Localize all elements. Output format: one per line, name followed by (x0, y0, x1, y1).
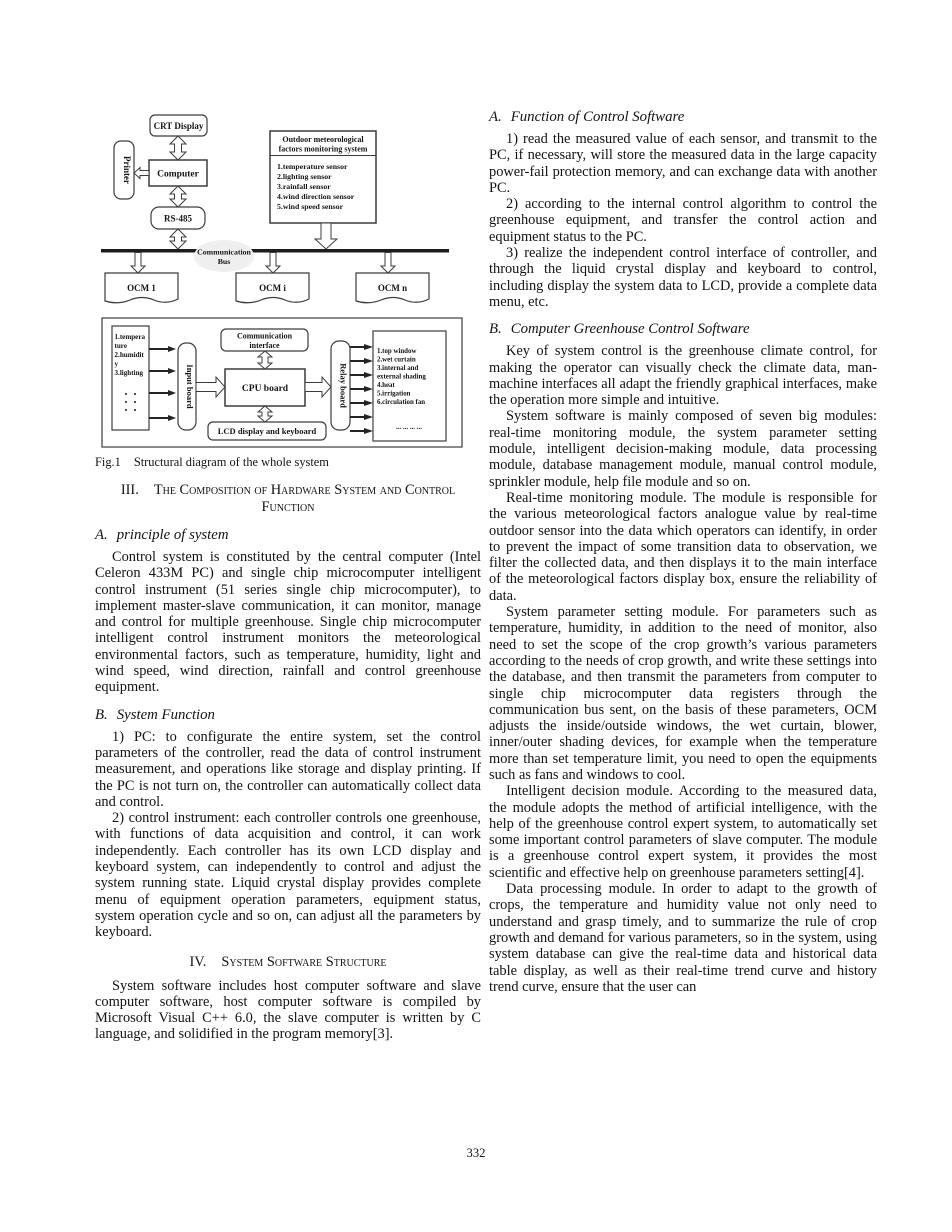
ocm1-label: OCM 1 (127, 283, 156, 293)
paragraph: Intelligent decision module. According to the measured data, the module adopts the method of artificial intelligence, with the help of the greenhouse control expert system, to automatically set some important control parameters of slave computer. The module is a greenhouse control expert system, it provides the most scientific and effective help on greenhouse parameters setting[4]. (489, 783, 877, 881)
rs485-label: RS-485 (163, 213, 193, 224)
lcd-keyboard-label: LCD display and keyboard (217, 426, 317, 436)
subsection-title: System Function (116, 706, 215, 723)
outdoor-item: 2.lighting sensor (277, 172, 332, 181)
right-column (489, 105, 877, 995)
paragraph: 1) PC: to configurate the entire system, set the control parameters of the controller, read the data of control instrument measurement, and operations like storage and display printing. If the PC is not turn on, the controller can automatically collect data and control. (95, 728, 481, 810)
actuator-line: 1.top window (377, 348, 417, 355)
comm-interface-label: Communication (236, 331, 293, 341)
crt-display-label: CRT Display (153, 121, 204, 131)
subsection-heading-a (489, 108, 877, 126)
system-structure-diagram (97, 110, 469, 450)
paragraph: Data processing module. In order to adapt to the growth of crops, the temperature and humidity value not only need to understand and grasp timely, and to summarize the rule of crop growth and demand for various parameters, so in the system, using system database can give the real-time data and historical data table display, as well as their real-time trend curve and history trend curve, ensure that the user can (489, 881, 877, 995)
figure-caption-label: Fig.1 (95, 455, 121, 469)
actuator-line: ... ... ... ... (396, 424, 422, 431)
sensor-line: 2.humidit (114, 351, 144, 359)
outdoor-title: Outdoor meteorological (282, 135, 364, 144)
page-number: 332 (466, 1146, 486, 1160)
paragraph: 3) realize the independent control interface of controller, and through the liquid crystal display and keyboard to control, including display the system data to LCD, provide a complete data menu, etc. (489, 245, 877, 310)
comm-interface-label: interface (249, 341, 280, 350)
subsection-letter: B. (95, 706, 108, 723)
figure-1 (97, 110, 469, 450)
subsection-letter: B. (489, 321, 502, 338)
outdoor-item: 1.temperature sensor (277, 162, 348, 171)
subsection-title: Computer Greenhouse Control Software (510, 321, 750, 338)
actuator-line: 4.heat (377, 382, 395, 389)
section-heading-3 (111, 482, 465, 516)
subsection-title: principle of system (116, 527, 229, 543)
subsection-letter: A. (95, 527, 108, 543)
subsection-heading-b (489, 320, 877, 338)
section-heading-4 (95, 954, 481, 971)
ocmn-label: OCM n (377, 283, 408, 293)
outdoor-item: 3.rainfall sensor (277, 182, 331, 191)
bus-label: Bus (217, 257, 231, 266)
paragraph: 1) read the measured value of each sensor, and transmit to the PC, if necessary, will store the measured data in the large capacity power-fail protection memory, and can exchange data with another PC. (489, 131, 877, 196)
computer-label: Computer (157, 169, 199, 180)
actuator-line: 6.circulation fan (377, 399, 426, 406)
outdoor-title: factors monitoring system (278, 144, 368, 154)
paragraph: System software is mainly composed of seven big modules: real-time monitoring module, the system parameter setting module, intelligent decision-making module, data processing module, database management module, manual control module, sprinkler module, help file module and so on. (489, 408, 877, 490)
paragraph: Real-time monitoring module. The module is responsible for the various meteorological factors analogue value by real-time outdoor sensor into the data which operators can identify, in order to prevent the impact of some transition data to observation, we filter the collected data, and then displays it to the main interface of the meteorological factors display box, ensure the reliability of data. (489, 489, 877, 604)
figure-caption (95, 455, 481, 469)
sensor-line: 3.lighting (114, 369, 144, 377)
paragraph: System parameter setting module. For parameters such as temperature, humidity, in addition to the need of monitor, also need to set the scope of the crop growth’s various parameters according to the needs of crop growth, and write these settings into the database, and then transmit the parameters from computer to single chip microcomputer data registers through the communication bus sent, on the basis of these parameters, OCM adjusts the inside/outside windows, the wet curtain, blower, inner/outer shading devices, for example when the temperature more than set temperature limit, you need to open the equipments such as fans and windows to cool. (489, 604, 877, 783)
actuator-line: external shading (377, 373, 426, 381)
section-number: III. (120, 482, 139, 498)
communication-bus-line (101, 249, 449, 253)
printer-label: Printer (122, 156, 132, 184)
paragraph: 2) according to the internal control algorithm to control the greenhouse equipment, and transfer the control action and equipment status to the PC. (489, 196, 877, 245)
left-column (95, 105, 481, 1043)
actuator-line: 5.irrigation (377, 390, 411, 398)
subsection-letter: A. (489, 109, 502, 125)
paragraph: Control system is constituted by the central computer (Intel Celeron 433M PC) and single chip microcomputer intelligent control instrument (51 series single chip microcomputer), to implement master-slave communication, it can monitor, manage and control for multiple greenhouse. Single chip microcomputer intelligent control instrument monitors the meteorological environmental factors, such as temperature, humidity, light and wind speed, wind direction, rainfall and control greenhouse equipment. (95, 549, 481, 696)
subsection-heading-b (95, 706, 481, 724)
paragraph: Key of system control is the greenhouse climate control, for making the operator can visually check the climate data, man-machine interfaces all adapt the friendly graphical interfaces, make the operation more simple and intuitive. (489, 343, 877, 409)
section-title: The Composition of Hardware System and Control Function (153, 482, 456, 515)
actuator-line: 3.internal and (377, 365, 419, 372)
outdoor-item: 5.wind speed sensor (277, 202, 344, 211)
paragraph: System software includes host computer software and slave computer software, host computer software is compiled by Microsoft Visual C++ 6.0, the slave computer is written by C language, and solidified in the program memory[3]. (95, 977, 481, 1043)
section-title: System Software Structure (221, 953, 387, 970)
section-number: IV. (189, 953, 207, 970)
cpu-board-label: CPU board (241, 384, 289, 394)
sensor-line: 1.tempera (114, 333, 146, 341)
ocmi-label: OCM i (259, 283, 286, 293)
input-board-label: Input board (185, 364, 195, 409)
actuator-line: 2.wet curtain (377, 356, 416, 364)
paragraph: 2) control instrument: each controller controls one greenhouse, with functions of data acquisition and control, it can work independently. Each controller has its own LCD display and keyboard system, can independently to control and adjust the system running state. Liquid crystal display provides complete menu of equipment operation parameters, equipment status, system operation cycle and so on, can adjust all the parameters by keyboard. (95, 810, 481, 941)
outdoor-item: 4.wind direction sensor (277, 192, 355, 201)
sensor-line: ture (114, 342, 127, 350)
subsection-title: Function of Control Software (510, 109, 685, 125)
subsection-heading-a (95, 526, 481, 544)
figure-caption-text: Structural diagram of the whole system (133, 455, 329, 469)
sensor-line: y (114, 360, 119, 368)
bus-label: Communication (197, 247, 251, 257)
relay-board-label: Relay board (338, 363, 349, 408)
